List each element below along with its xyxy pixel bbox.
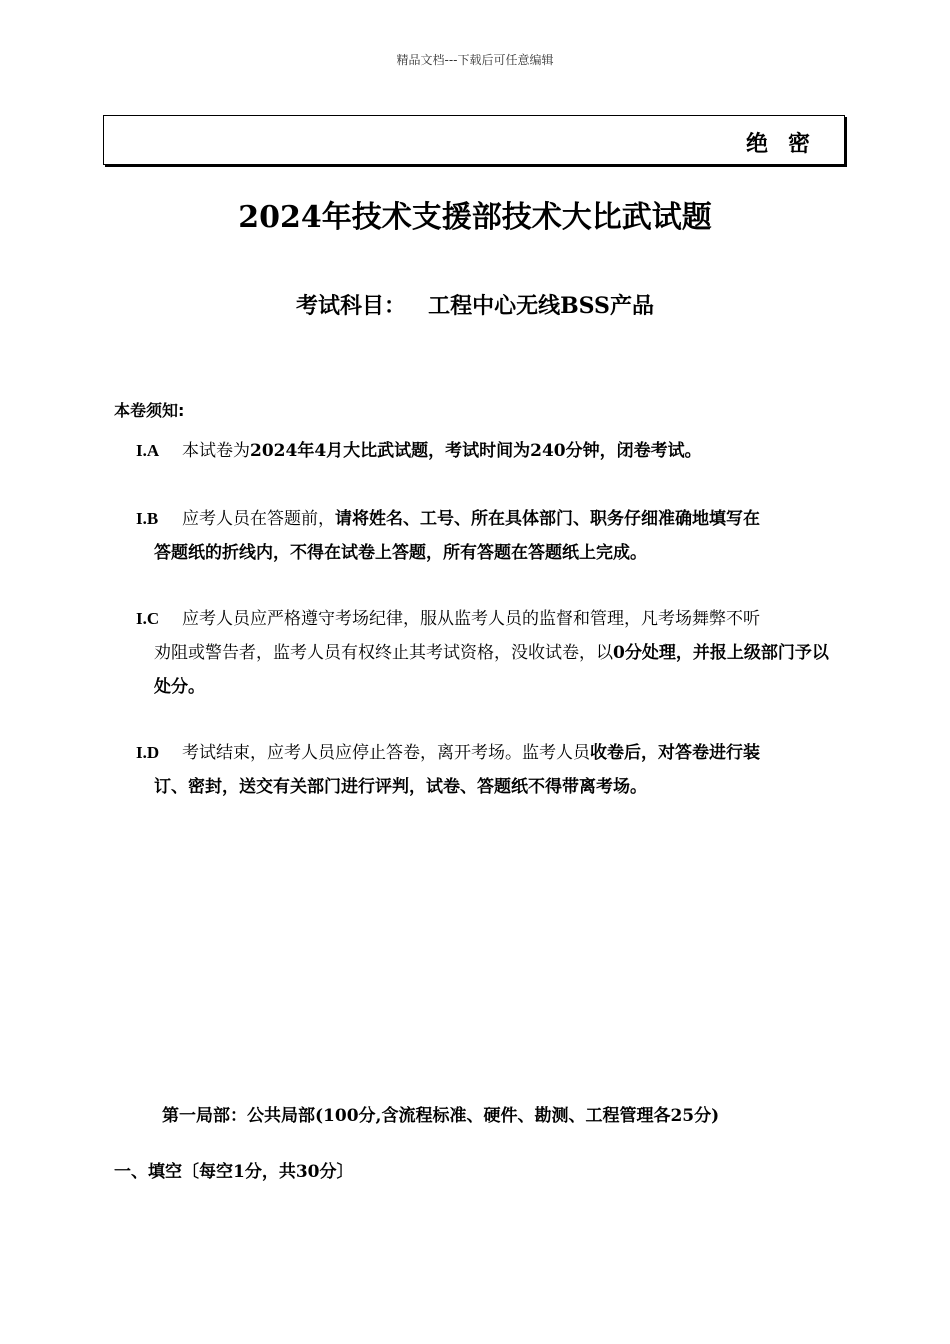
page-watermark: 精品文档---下载后可任意编辑 [396, 53, 554, 67]
exam-subject [0, 289, 950, 320]
subject-label: 考试科目： [296, 293, 407, 319]
notice-item-text-bold: 0分处理，并报上级部门予以处分。 [154, 643, 829, 697]
notice-item-b [136, 502, 841, 570]
exam-title: 2024年技术支援部技术大比武试题 [238, 200, 712, 235]
notice-item-text-cont: 答题纸的折线内，不得在试卷上答题，所有答题在答题纸上完成。 [154, 543, 647, 563]
notice-item-text: 应考人员在答题前， [182, 509, 335, 529]
notice-item-label: I.C [136, 609, 160, 628]
notice-heading: 本卷须知: [114, 401, 185, 420]
classification-box [103, 115, 845, 165]
notice-item-text-bold: 2024年4月大比武试题，考试时间为240分钟，闭卷考试。 [250, 441, 702, 461]
subject-value: 工程中心无线BSS产品 [428, 293, 654, 319]
notice-item-a [136, 434, 841, 468]
notice-item-c [136, 602, 841, 704]
section-title: 第一局部：公共局部(100分,含流程标准、硬件、勘测、工程管理各25分) [162, 1106, 720, 1126]
notice-item-text-bold: 收卷后，对答卷进行装 [590, 743, 760, 763]
question-title: 一、填空〔每空1分，共30分〕 [114, 1162, 354, 1182]
notice-item-label: I.D [136, 743, 160, 762]
notice-item-label: I.A [136, 441, 160, 460]
notice-item-text: 本试卷为 [182, 441, 250, 461]
notice-item-d [136, 736, 841, 804]
notice-item-text-bold: 请将姓名、工号、所在具体部门、职务仔细准确地填写在 [335, 509, 760, 529]
notice-item-text: 应考人员应严格遵守考场纪律，服从监考人员的监督和管理，凡考场舞弊不听 [182, 609, 760, 629]
classification-label: 绝密 [745, 132, 830, 157]
notice-item-text: 劝阻或警告者，监考人员有权终止其考试资格，没收试卷，以 [154, 643, 613, 663]
notice-item-text: 考试结束，应考人员应停止答卷，离开考场。监考人员 [182, 743, 590, 763]
notice-item-text-cont [136, 636, 841, 704]
notice-item-text-cont: 订、密封，送交有关部门进行评判，试卷、答题纸不得带离考场。 [154, 777, 647, 797]
notice-item-label: I.B [136, 509, 159, 528]
